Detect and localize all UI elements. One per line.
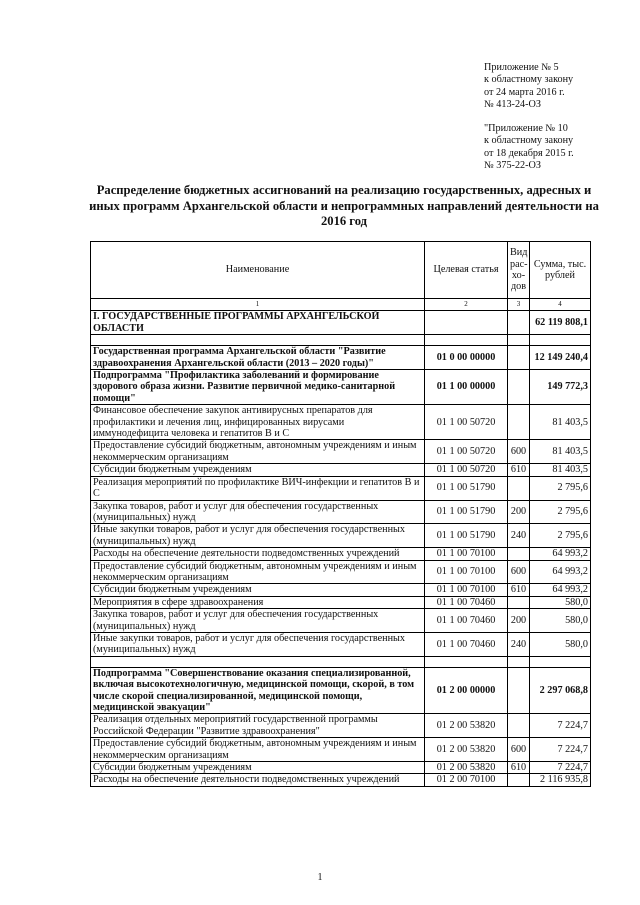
table-header-row bbox=[91, 242, 591, 299]
cell-expense-type: 240 bbox=[508, 632, 530, 656]
table-row bbox=[91, 774, 591, 786]
cell-expense-type bbox=[508, 714, 530, 738]
cell-name: Реализация мероприятий по профилактике ВИЧ-инфекции и гепатитов В и С bbox=[91, 476, 425, 500]
column-number: 4 bbox=[530, 299, 591, 311]
appendix-line: к областному закону bbox=[484, 74, 574, 86]
cell-target-code: 01 1 00 50720 bbox=[425, 464, 508, 476]
cell-name: Мероприятия в сфере здравоохранения bbox=[91, 596, 425, 608]
table-row bbox=[91, 311, 591, 335]
cell-expense-type: 240 bbox=[508, 524, 530, 548]
cell-name: Реализация отдельных мероприятий государственной программы Российской Федерации "Развитие здравоохранения" bbox=[91, 714, 425, 738]
cell-expense-type bbox=[508, 405, 530, 440]
table-row bbox=[91, 370, 591, 405]
cell-name: Иные закупки товаров, работ и услуг для обеспечения государственных (муниципальных) нужд bbox=[91, 632, 425, 656]
cell-sum: 12 149 240,4 bbox=[530, 346, 591, 370]
budget-table bbox=[90, 241, 591, 787]
cell-name: Предоставление субсидий бюджетным, автономным учреждениям и иным некоммерческим организациям bbox=[91, 560, 425, 584]
cell-name: Государственная программа Архангельской области "Развитие здравоохранения Архангельской области (2013 – 2020 годы)" bbox=[91, 346, 425, 370]
cell-name: Закупка товаров, работ и услуг для обеспечения государственных (муниципальных) нужд bbox=[91, 500, 425, 524]
cell-target-code: 01 2 00 53820 bbox=[425, 714, 508, 738]
cell-sum: 580,0 bbox=[530, 596, 591, 608]
cell-target-code: 01 1 00 51790 bbox=[425, 524, 508, 548]
cell-name bbox=[91, 335, 425, 346]
cell-sum: 149 772,3 bbox=[530, 370, 591, 405]
cell-sum: 62 119 808,1 bbox=[530, 311, 591, 335]
table-row bbox=[91, 632, 591, 656]
cell-expense-type bbox=[508, 656, 530, 667]
cell-expense-type bbox=[508, 596, 530, 608]
cell-expense-type: 610 bbox=[508, 762, 530, 774]
cell-name: Расходы на обеспечение деятельности подведомственных учреждений bbox=[91, 548, 425, 560]
cell-expense-type: 610 bbox=[508, 464, 530, 476]
cell-target-code: 01 2 00 53820 bbox=[425, 762, 508, 774]
cell-name: I. ГОСУДАРСТВЕННЫЕ ПРОГРАММЫ АРХАНГЕЛЬСКОЙ ОБЛАСТИ bbox=[91, 311, 425, 335]
cell-sum: 81 403,5 bbox=[530, 464, 591, 476]
appendix-line: "Приложение № 10 bbox=[484, 123, 568, 135]
cell-name: Иные закупки товаров, работ и услуг для обеспечения государственных (муниципальных) нужд bbox=[91, 524, 425, 548]
cell-target-code: 01 1 00 70100 bbox=[425, 584, 508, 596]
cell-expense-type bbox=[508, 335, 530, 346]
cell-sum: 7 224,7 bbox=[530, 762, 591, 774]
document-title: Распределение бюджетных ассигнований на реализацию государственных, адресных и иных программ Архангельской области и непрограммных направлений деятельности на 2016 год bbox=[89, 183, 599, 228]
cell-target-code: 01 1 00 00000 bbox=[425, 370, 508, 405]
cell-target-code bbox=[425, 311, 508, 335]
cell-sum bbox=[530, 656, 591, 667]
spacer-row bbox=[91, 656, 591, 667]
cell-sum: 2 297 068,8 bbox=[530, 667, 591, 714]
cell-expense-type bbox=[508, 548, 530, 560]
header-type: Вид рас- хо- дов bbox=[508, 242, 530, 299]
cell-target-code: 01 2 00 70100 bbox=[425, 774, 508, 786]
cell-target-code: 01 1 00 70100 bbox=[425, 548, 508, 560]
page-number: 1 bbox=[317, 872, 323, 883]
cell-name: Закупка товаров, работ и услуг для обеспечения государственных (муниципальных) нужд bbox=[91, 609, 425, 633]
cell-expense-type bbox=[508, 774, 530, 786]
cell-sum: 64 993,2 bbox=[530, 560, 591, 584]
table-row bbox=[91, 524, 591, 548]
cell-expense-type bbox=[508, 667, 530, 714]
spacer-row bbox=[91, 335, 591, 346]
appendix-line: № 375-22-ОЗ bbox=[484, 160, 541, 172]
cell-name: Расходы на обеспечение деятельности подведомственных учреждений bbox=[91, 774, 425, 786]
table-row bbox=[91, 584, 591, 596]
cell-sum bbox=[530, 335, 591, 346]
cell-name: Субсидии бюджетным учреждениям bbox=[91, 584, 425, 596]
appendix-line: от 18 декабря 2015 г. bbox=[484, 147, 574, 159]
table-row bbox=[91, 476, 591, 500]
table-row bbox=[91, 440, 591, 464]
header-sum: Сумма, тыс. рублей bbox=[530, 242, 591, 299]
header-name: Наименование bbox=[91, 242, 425, 299]
cell-sum: 7 224,7 bbox=[530, 738, 591, 762]
table-row bbox=[91, 548, 591, 560]
cell-target-code: 01 1 00 50720 bbox=[425, 405, 508, 440]
cell-sum: 64 993,2 bbox=[530, 548, 591, 560]
cell-expense-type bbox=[508, 370, 530, 405]
cell-name: Подпрограмма "Совершенствование оказания специализированной, включая высокотехнологичную, медицинской помощи, скорой, в том числе скорой специализированной, медицинской помощи, медицинской эвакуации" bbox=[91, 667, 425, 714]
cell-target-code bbox=[425, 656, 508, 667]
cell-target-code: 01 1 00 51790 bbox=[425, 500, 508, 524]
cell-target-code: 01 2 00 53820 bbox=[425, 738, 508, 762]
table-row bbox=[91, 762, 591, 774]
cell-target-code bbox=[425, 335, 508, 346]
column-number: 2 bbox=[425, 299, 508, 311]
cell-sum: 2 795,6 bbox=[530, 500, 591, 524]
cell-sum: 81 403,5 bbox=[530, 440, 591, 464]
cell-name: Субсидии бюджетным учреждениям bbox=[91, 464, 425, 476]
cell-name: Субсидии бюджетным учреждениям bbox=[91, 762, 425, 774]
cell-target-code: 01 0 00 00000 bbox=[425, 346, 508, 370]
cell-sum: 2 795,6 bbox=[530, 476, 591, 500]
appendix-line: к областному закону bbox=[484, 135, 574, 147]
table-row bbox=[91, 738, 591, 762]
table-row bbox=[91, 405, 591, 440]
table-row bbox=[91, 500, 591, 524]
cell-expense-type: 600 bbox=[508, 738, 530, 762]
cell-sum: 580,0 bbox=[530, 632, 591, 656]
table-row bbox=[91, 609, 591, 633]
cell-expense-type bbox=[508, 346, 530, 370]
cell-expense-type bbox=[508, 311, 530, 335]
column-number: 3 bbox=[508, 299, 530, 311]
column-number: 1 bbox=[91, 299, 425, 311]
cell-expense-type bbox=[508, 476, 530, 500]
table-row bbox=[91, 464, 591, 476]
cell-name: Финансовое обеспечение закупок антивирусных препаратов для профилактики и лечения лиц, инфицированных вирусами иммунодефицита человека и гепатитов В и С bbox=[91, 405, 425, 440]
appendix-line: № 413-24-ОЗ bbox=[484, 98, 541, 110]
cell-expense-type: 600 bbox=[508, 440, 530, 464]
cell-target-code: 01 1 00 50720 bbox=[425, 440, 508, 464]
cell-name bbox=[91, 656, 425, 667]
table-row bbox=[91, 596, 591, 608]
cell-target-code: 01 1 00 70460 bbox=[425, 632, 508, 656]
table-row bbox=[91, 346, 591, 370]
cell-name: Предоставление субсидий бюджетным, автономным учреждениям и иным некоммерческим организациям bbox=[91, 738, 425, 762]
cell-sum: 81 403,5 bbox=[530, 405, 591, 440]
cell-expense-type: 200 bbox=[508, 500, 530, 524]
table-row bbox=[91, 560, 591, 584]
cell-expense-type: 610 bbox=[508, 584, 530, 596]
cell-target-code: 01 1 00 70460 bbox=[425, 609, 508, 633]
cell-sum: 64 993,2 bbox=[530, 584, 591, 596]
cell-sum: 580,0 bbox=[530, 609, 591, 633]
appendix-line: от 24 марта 2016 г. bbox=[484, 86, 565, 98]
cell-expense-type: 600 bbox=[508, 560, 530, 584]
table-row bbox=[91, 667, 591, 714]
table-row bbox=[91, 714, 591, 738]
appendix-line: Приложение № 5 bbox=[484, 62, 559, 73]
cell-name: Подпрограмма "Профилактика заболеваний и формирование здорового образа жизни. Развитие первичной медико-санитарной помощи" bbox=[91, 370, 425, 405]
cell-target-code: 01 1 00 70460 bbox=[425, 596, 508, 608]
cell-target-code: 01 1 00 51790 bbox=[425, 476, 508, 500]
appendix-note bbox=[484, 62, 614, 172]
header-target: Целевая статья bbox=[425, 242, 508, 299]
cell-sum: 7 224,7 bbox=[530, 714, 591, 738]
cell-target-code: 01 1 00 70100 bbox=[425, 560, 508, 584]
column-number-row bbox=[91, 299, 591, 311]
cell-name: Предоставление субсидий бюджетным, автономным учреждениям и иным некоммерческим организациям bbox=[91, 440, 425, 464]
cell-sum: 2 116 935,8 bbox=[530, 774, 591, 786]
cell-expense-type: 200 bbox=[508, 609, 530, 633]
cell-target-code: 01 2 00 00000 bbox=[425, 667, 508, 714]
cell-sum: 2 795,6 bbox=[530, 524, 591, 548]
